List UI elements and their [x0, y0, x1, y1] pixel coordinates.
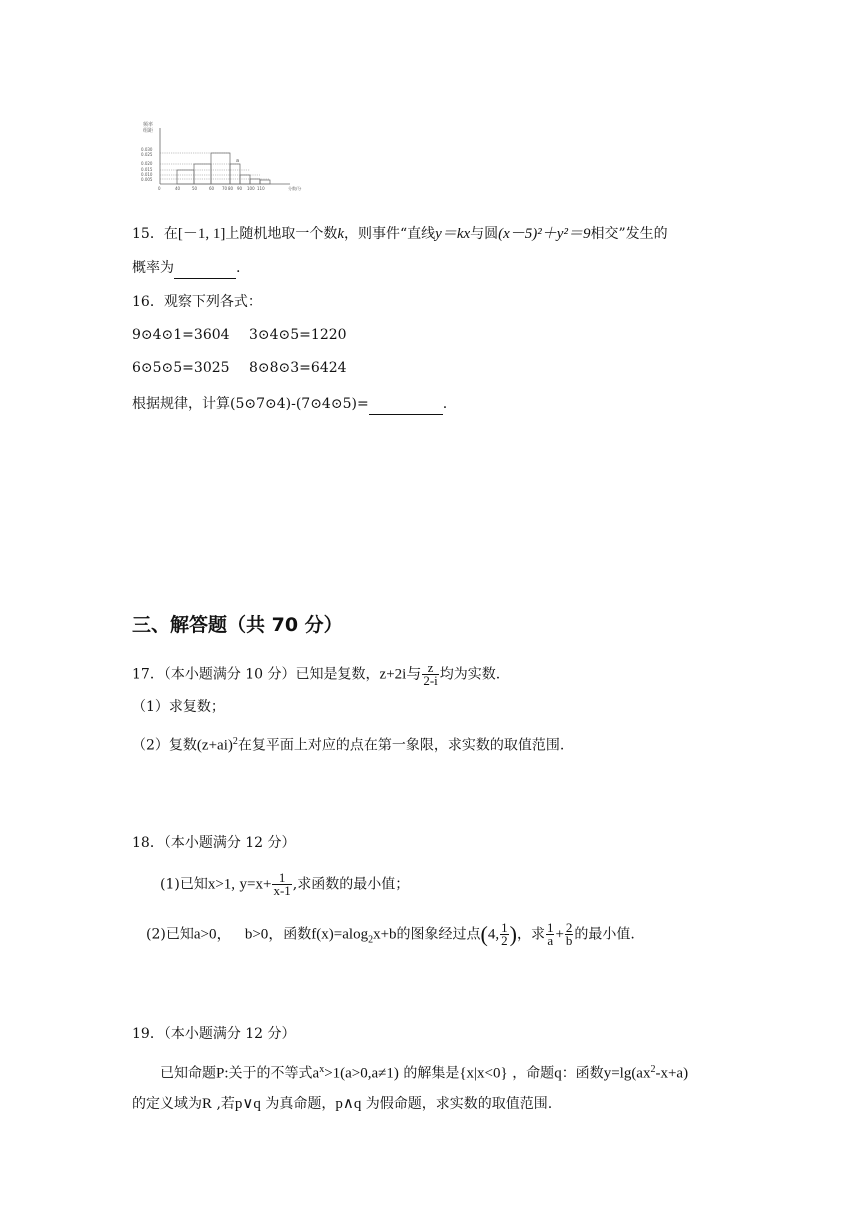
hist-xtick: 90	[237, 186, 243, 191]
hist-xtick: 110	[257, 186, 265, 191]
q15-line2: 概率为 .	[132, 258, 240, 279]
q18-point-fraction: $\frac{1}{2}$	[501, 920, 508, 948]
q18-p1-fraction: $\frac{1}{x-1}$	[273, 870, 291, 898]
hist-bar	[177, 170, 194, 184]
q17-expr: z+2i与	[379, 666, 422, 683]
hist-xtick: 60	[209, 186, 215, 191]
q18-title: 18．（本小题满分 12 分）	[132, 835, 296, 851]
q15-line-eq: y＝kx	[435, 226, 471, 242]
q16-answer-blank[interactable]	[369, 394, 443, 415]
hist-xtick: 100	[247, 186, 255, 191]
hist-ylabel-bottom: 组距	[143, 128, 154, 134]
q16-eq1: 9⊙4⊙1=3604	[132, 327, 230, 343]
q18-part1: (1)已知x>1, y=x+ $\frac{1}{x-1}$ ,求函数的最小值；	[160, 870, 410, 898]
q16-title: 16．观察下列各式：	[132, 294, 262, 310]
hist-ytick: 0.010	[141, 172, 153, 177]
hist-xlabel: 分数/分	[288, 186, 302, 191]
hist-xtick: 80	[228, 186, 234, 191]
q18-frac-2b: $\frac{2}{b}$	[565, 920, 573, 948]
q15-k: k	[337, 226, 344, 242]
q19-line1: 已知命题P:关于的不等式$a^x>1(a>0,a\ne 1)$ 的解集是{x|x<0} ，命题q：函数$y=\lg(ax^2-x+a)$	[160, 1064, 689, 1082]
hist-xtick: 50	[192, 186, 198, 191]
hist-bar	[260, 180, 270, 184]
q17-p2-expr: (z+ai)	[196, 737, 233, 754]
hist-bar	[250, 179, 260, 184]
hist-marker: a	[236, 158, 240, 164]
q17-part1: （1）求复数；	[132, 699, 225, 715]
hist-ytick: 0.005	[141, 177, 153, 182]
hist-xtick: 40	[175, 186, 181, 191]
hist-bar	[211, 153, 230, 184]
q15-line1: 15．在[－1, 1]上随机地取一个数k，则事件“直线y＝kx与圆(x－5)²＋y²＝9相交”发生的	[132, 226, 668, 242]
q17-part2: （2）复数$(z+ai)^2$在复平面上对应的点在第一象限，求实数的取值范围.	[132, 736, 565, 754]
hist-xtick: 0	[158, 186, 161, 191]
hist-bar	[194, 164, 211, 184]
hist-xtick: 70	[222, 186, 228, 191]
hist-ytick: 0.030	[141, 147, 153, 152]
q15-interval: [－1, 1]	[177, 226, 226, 242]
q19-line2: 的定义域为R ,若p∨q 为真命题，p∧q 为假命题，求实数的取值范围.	[132, 1096, 553, 1112]
hist-ytick: 0.025	[141, 152, 153, 157]
q15-circle-eq: (x－5)²＋y²＝9	[498, 226, 591, 242]
q17-line1: 17．（本小题满分 10 分）已知是复数，z+2i与 $\frac{z}{2-i}$ 均为实数.	[132, 660, 501, 688]
q18-part2: (2)已知a>0， b>0，函数f(x)=alog$_2$x+b的图象经过点(4, $\frac{1}{2}$ )，求 $\frac{1}{a}$ + $\frac{2}{b}$ 的最小值.	[146, 920, 635, 948]
q16-expression: (5⊙7⊙4)-(7⊙4⊙5)=	[230, 396, 369, 412]
q18-frac-1a: $\frac{1}{a}$	[546, 920, 554, 948]
q16-eq3: 6⊙5⊙5=3025	[132, 360, 230, 376]
hist-ylabel-top: 频率	[143, 122, 154, 128]
section-heading: 三、解答题（共 70 分）	[132, 614, 343, 636]
q16-eq4: 8⊙8⊙3=6424	[249, 360, 347, 376]
hist-bar	[230, 164, 240, 184]
q16-eq2: 3⊙4⊙5=1220	[249, 327, 347, 343]
q16-question: 根据规律，计算(5⊙7⊙4)-(7⊙4⊙5)= .	[132, 394, 447, 415]
histogram-figure	[140, 118, 310, 194]
hist-ytick: 0.015	[141, 167, 153, 172]
q15-answer-blank[interactable]	[174, 258, 236, 279]
q19-title: 19．（本小题满分 12 分）	[132, 1026, 296, 1042]
hist-ytick: 0.020	[141, 161, 153, 166]
q17-fraction: $\frac{z}{2-i}$	[423, 660, 438, 688]
hist-bar	[240, 175, 250, 184]
